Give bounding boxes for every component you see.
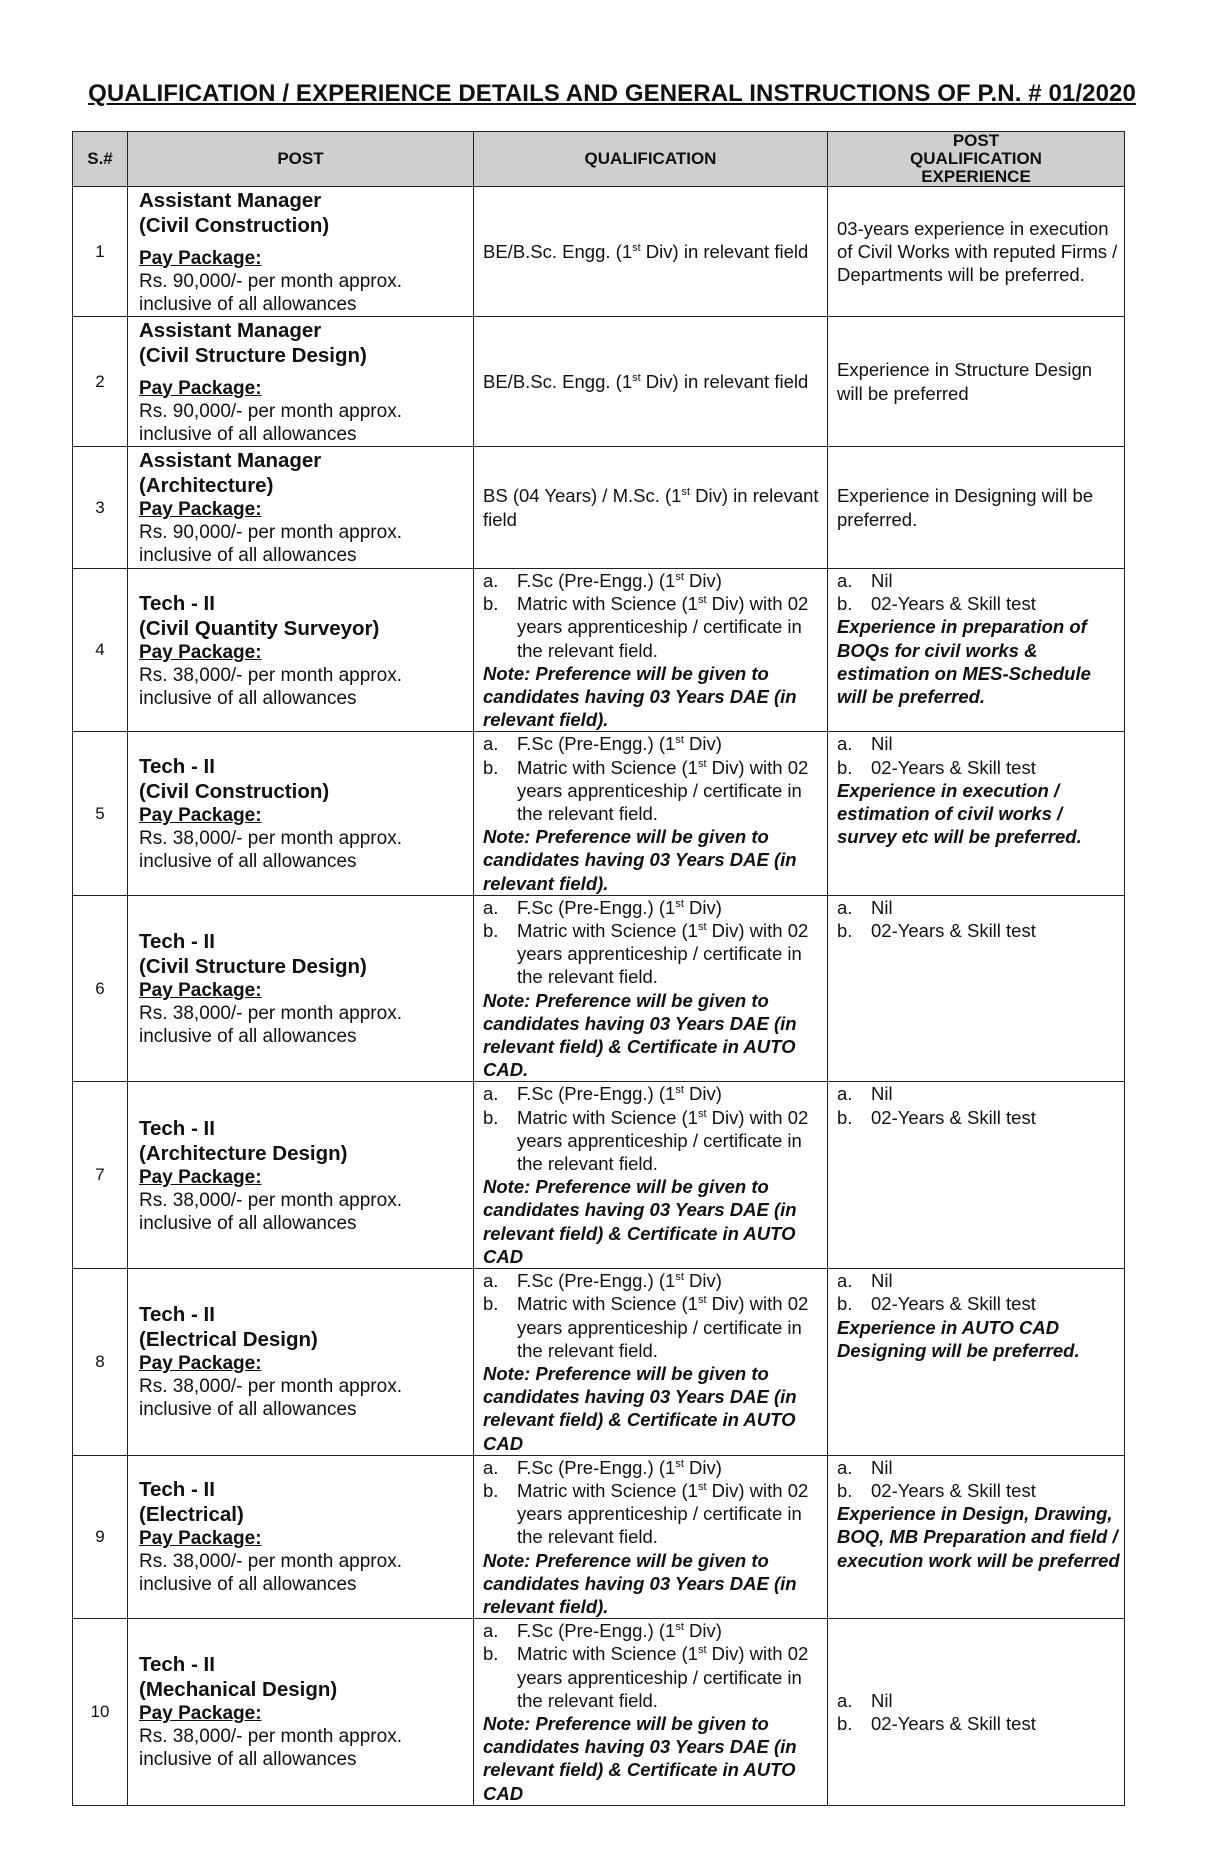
qual-item-b: b. Matric with Science (1st Div) with 02 years apprenticeship / certificate in the relevant field.: [483, 1643, 809, 1711]
pay-amount: Rs. 90,000/- per month approx.: [139, 400, 402, 422]
pay-inclusive: inclusive of all allowances: [139, 423, 357, 445]
table-row: [73, 1269, 1125, 1456]
post-cell: [128, 317, 474, 447]
qual-item-a: a. F.Sc (Pre-Engg.) (1st Div): [483, 896, 722, 918]
pay-amount: Rs. 38,000/- per month approx.: [139, 1189, 402, 1211]
post-subtitle: (Architecture Design): [139, 1141, 348, 1165]
exp-item-a: a. Nil: [837, 1456, 893, 1478]
pay-amount: Rs. 38,000/- per month approx.: [139, 1003, 402, 1025]
exp-item-b: b. 02-Years & Skill test: [837, 1712, 1036, 1734]
pay-package-label: Pay Package:: [139, 1166, 262, 1188]
row-number: 1: [73, 187, 128, 317]
qualification-cell: [474, 569, 828, 732]
post-subtitle: (Civil Construction): [139, 213, 330, 237]
qual-item-b: b. Matric with Science (1st Div) with 02 years apprenticeship / certificate in the relevant field.: [483, 1479, 809, 1548]
qual-item-a: a. F.Sc (Pre-Engg.) (1st Div): [483, 1620, 722, 1642]
header-sn: S.#: [73, 132, 128, 187]
post-cell: [128, 1269, 474, 1456]
pay-inclusive: inclusive of all allowances: [139, 851, 357, 873]
pay-inclusive: inclusive of all allowances: [139, 1212, 357, 1234]
exp-item-b: b. 02-Years & Skill test: [837, 593, 1036, 615]
pay-amount: Rs. 90,000/- per month approx.: [139, 522, 402, 543]
pay-package-label: Pay Package:: [139, 499, 262, 520]
table-row: [73, 187, 1125, 317]
experience-cell: [828, 1455, 1125, 1618]
exp-item-a: a. Nil: [837, 570, 893, 591]
qualification-cell: [474, 1082, 828, 1269]
pay-inclusive: inclusive of all allowances: [139, 1026, 357, 1048]
qual-item-b: b. Matric with Science (1st Div) with 02 years apprenticeship / certificate in the relevant field.: [483, 1106, 809, 1175]
post-subtitle: (Electrical): [139, 1503, 244, 1527]
experience-cell: [828, 1619, 1125, 1806]
row-number: 7: [73, 1082, 128, 1269]
qual-item-b: b. Matric with Science (1st Div) with 02 years apprenticeship / certificate in the relevant field.: [483, 920, 809, 988]
post-cell: [128, 187, 474, 317]
exp-note: Experience in Design, Drawing, BOQ, MB Preparation and field / execution work will be preferred: [837, 1503, 1120, 1571]
pay-package-label: Pay Package:: [139, 1353, 262, 1375]
post-cell: [128, 569, 474, 732]
experience-cell: [828, 732, 1125, 895]
post-title: Tech - II: [139, 1116, 215, 1140]
post-subtitle: (Civil Construction): [139, 780, 330, 804]
header-experience: POST QUALIFICATION EXPERIENCE: [828, 132, 1125, 187]
table-row: [73, 732, 1125, 895]
pay-inclusive: inclusive of all allowances: [139, 687, 357, 709]
pay-package-label: Pay Package:: [139, 1528, 262, 1550]
qualification-cell: BS (04 Years) / M.Sc. (1st Div) in relevant field: [474, 447, 828, 569]
post-subtitle: (Electrical Design): [139, 1328, 318, 1352]
experience-cell: [828, 895, 1125, 1082]
post-cell: [128, 1082, 474, 1269]
row-number: 4: [73, 569, 128, 732]
pay-amount: Rs. 38,000/- per month approx.: [139, 828, 402, 850]
qual-item-b: b. Matric with Science (1st Div) with 02 years apprenticeship / certificate in the relevant field.: [483, 756, 809, 825]
qual-note: Note: Preference will be given to candidates having 03 Years DAE (in relevant field) & Certificate in AUTO CAD: [483, 1176, 797, 1267]
qual-note: Note: Preference will be given to candidates having 03 Years DAE (in relevant field).: [483, 1549, 797, 1617]
exp-item-a: a. Nil: [837, 1689, 893, 1711]
experience-cell: [828, 1082, 1125, 1269]
exp-item-a: a. Nil: [837, 1270, 893, 1292]
experience-cell: Experience in Designing will be preferred.: [828, 447, 1125, 569]
pay-inclusive: inclusive of all allowances: [139, 293, 357, 315]
exp-note: Experience in execution / estimation of civil works / survey etc will be preferred.: [837, 779, 1082, 848]
post-title: Tech - II: [139, 1478, 215, 1502]
pay-inclusive: inclusive of all allowances: [139, 1399, 357, 1421]
row-number: 9: [73, 1455, 128, 1618]
pay-inclusive: inclusive of all allowances: [139, 545, 357, 566]
exp-item-b: b. 02-Years & Skill test: [837, 1106, 1036, 1128]
pay-amount: Rs. 38,000/- per month approx.: [139, 1551, 402, 1573]
experience-cell: 03-years experience in execution of Civil Works with reputed Firms / Departments will be preferred.: [828, 187, 1125, 317]
qualification-cell: [474, 732, 828, 895]
post-subtitle: (Architecture): [139, 474, 274, 497]
exp-item-a: a. Nil: [837, 896, 893, 918]
experience-cell: Experience in Structure Design will be preferred: [828, 317, 1125, 447]
table-row: [73, 895, 1125, 1082]
qual-note: Note: Preference will be given to candidates having 03 Years DAE (in relevant field) & Certificate in AUTO CAD.: [483, 989, 797, 1081]
exp-note: Experience in AUTO CAD Designing will be preferred.: [837, 1316, 1080, 1361]
post-cell: [128, 895, 474, 1082]
exp-note: Experience in preparation of BOQs for civil works & estimation on MES-Schedule will be preferred.: [837, 616, 1091, 708]
qual-item-a: a. F.Sc (Pre-Engg.) (1st Div): [483, 570, 722, 591]
page-title: QUALIFICATION / EXPERIENCE DETAILS AND GENERAL INSTRUCTIONS OF P.N. # 01/2020: [88, 80, 1136, 107]
qual-item-a: a. F.Sc (Pre-Engg.) (1st Div): [483, 1456, 722, 1478]
post-cell: [128, 732, 474, 895]
post-subtitle: (Civil Structure Design): [139, 343, 367, 367]
qual-note: Note: Preference will be given to candidates having 03 Years DAE (in relevant field).: [483, 662, 797, 731]
qual-item-b: b. Matric with Science (1st Div) with 02 years apprenticeship / certificate in the relevant field.: [483, 593, 809, 661]
table-row: [73, 1455, 1125, 1618]
row-number: 8: [73, 1269, 128, 1456]
qualification-cell: [474, 1619, 828, 1806]
table-row: [73, 317, 1125, 447]
post-subtitle: (Mechanical Design): [139, 1678, 338, 1702]
post-cell: [128, 1455, 474, 1618]
post-title: Tech - II: [139, 1303, 215, 1327]
pay-package-label: Pay Package:: [139, 377, 262, 399]
qual-item-a: a. F.Sc (Pre-Engg.) (1st Div): [483, 1083, 722, 1105]
exp-item-b: b. 02-Years & Skill test: [837, 1479, 1036, 1501]
qual-note: Note: Preference will be given to candidates having 03 Years DAE (in relevant field).: [483, 826, 797, 894]
table-row: [73, 1619, 1125, 1806]
qual-note: Note: Preference will be given to candidates having 03 Years DAE (in relevant field) & Certificate in AUTO CAD: [483, 1362, 797, 1454]
qual-item-a: a. F.Sc (Pre-Engg.) (1st Div): [483, 1270, 722, 1292]
post-title: Tech - II: [139, 755, 215, 779]
post-cell: [128, 447, 474, 569]
qualification-cell: BE/B.Sc. Engg. (1st Div) in relevant field: [474, 317, 828, 447]
pay-package-label: Pay Package:: [139, 641, 262, 663]
pay-amount: Rs. 38,000/- per month approx.: [139, 1726, 402, 1748]
experience-cell: [828, 1269, 1125, 1456]
qual-item-a: a. F.Sc (Pre-Engg.) (1st Div): [483, 733, 722, 755]
exp-item-b: b. 02-Years & Skill test: [837, 1293, 1036, 1315]
experience-cell: [828, 569, 1125, 732]
post-title: Assistant Manager: [139, 318, 322, 342]
exp-item-b: b. 02-Years & Skill test: [837, 920, 1036, 942]
pay-inclusive: inclusive of all allowances: [139, 1749, 357, 1771]
pay-package-label: Pay Package:: [139, 980, 262, 1002]
pay-amount: Rs. 90,000/- per month approx.: [139, 270, 402, 292]
qualification-cell: [474, 1455, 828, 1618]
table-header-row: [73, 132, 1125, 187]
pay-inclusive: inclusive of all allowances: [139, 1574, 357, 1596]
header-qualification: QUALIFICATION: [474, 132, 828, 187]
post-title: Tech - II: [139, 591, 215, 615]
row-number: 10: [73, 1619, 128, 1806]
table-row: [73, 1082, 1125, 1269]
qualification-cell: [474, 1269, 828, 1456]
exp-item-a: a. Nil: [837, 1083, 893, 1105]
table-row: [73, 447, 1125, 569]
row-number: 6: [73, 895, 128, 1082]
qual-item-b: b. Matric with Science (1st Div) with 02 years apprenticeship / certificate in the relevant field.: [483, 1293, 809, 1361]
row-number: 3: [73, 447, 128, 569]
qualification-table: [72, 131, 1125, 1806]
post-title: Assistant Manager: [139, 188, 322, 212]
exp-item-a: a. Nil: [837, 733, 893, 755]
post-subtitle: (Civil Structure Design): [139, 955, 367, 979]
pay-package-label: Pay Package:: [139, 1703, 262, 1725]
post-title: Tech - II: [139, 930, 215, 954]
qual-note: Note: Preference will be given to candidates having 03 Years DAE (in relevant field) & Certificate in AUTO CAD: [483, 1712, 797, 1804]
pay-package-label: Pay Package:: [139, 805, 262, 827]
qualification-cell: BE/B.Sc. Engg. (1st Div) in relevant field: [474, 187, 828, 317]
pay-amount: Rs. 38,000/- per month approx.: [139, 1376, 402, 1398]
pay-package-label: Pay Package:: [139, 247, 262, 269]
pay-amount: Rs. 38,000/- per month approx.: [139, 664, 402, 686]
post-title: Assistant Manager: [139, 449, 322, 472]
header-post: POST: [128, 132, 474, 187]
post-cell: [128, 1619, 474, 1806]
table-row: [73, 569, 1125, 732]
row-number: 5: [73, 732, 128, 895]
post-title: Tech - II: [139, 1653, 215, 1677]
post-subtitle: (Civil Quantity Surveyor): [139, 616, 380, 640]
row-number: 2: [73, 317, 128, 447]
qualification-cell: [474, 895, 828, 1082]
exp-item-b: b. 02-Years & Skill test: [837, 756, 1036, 778]
